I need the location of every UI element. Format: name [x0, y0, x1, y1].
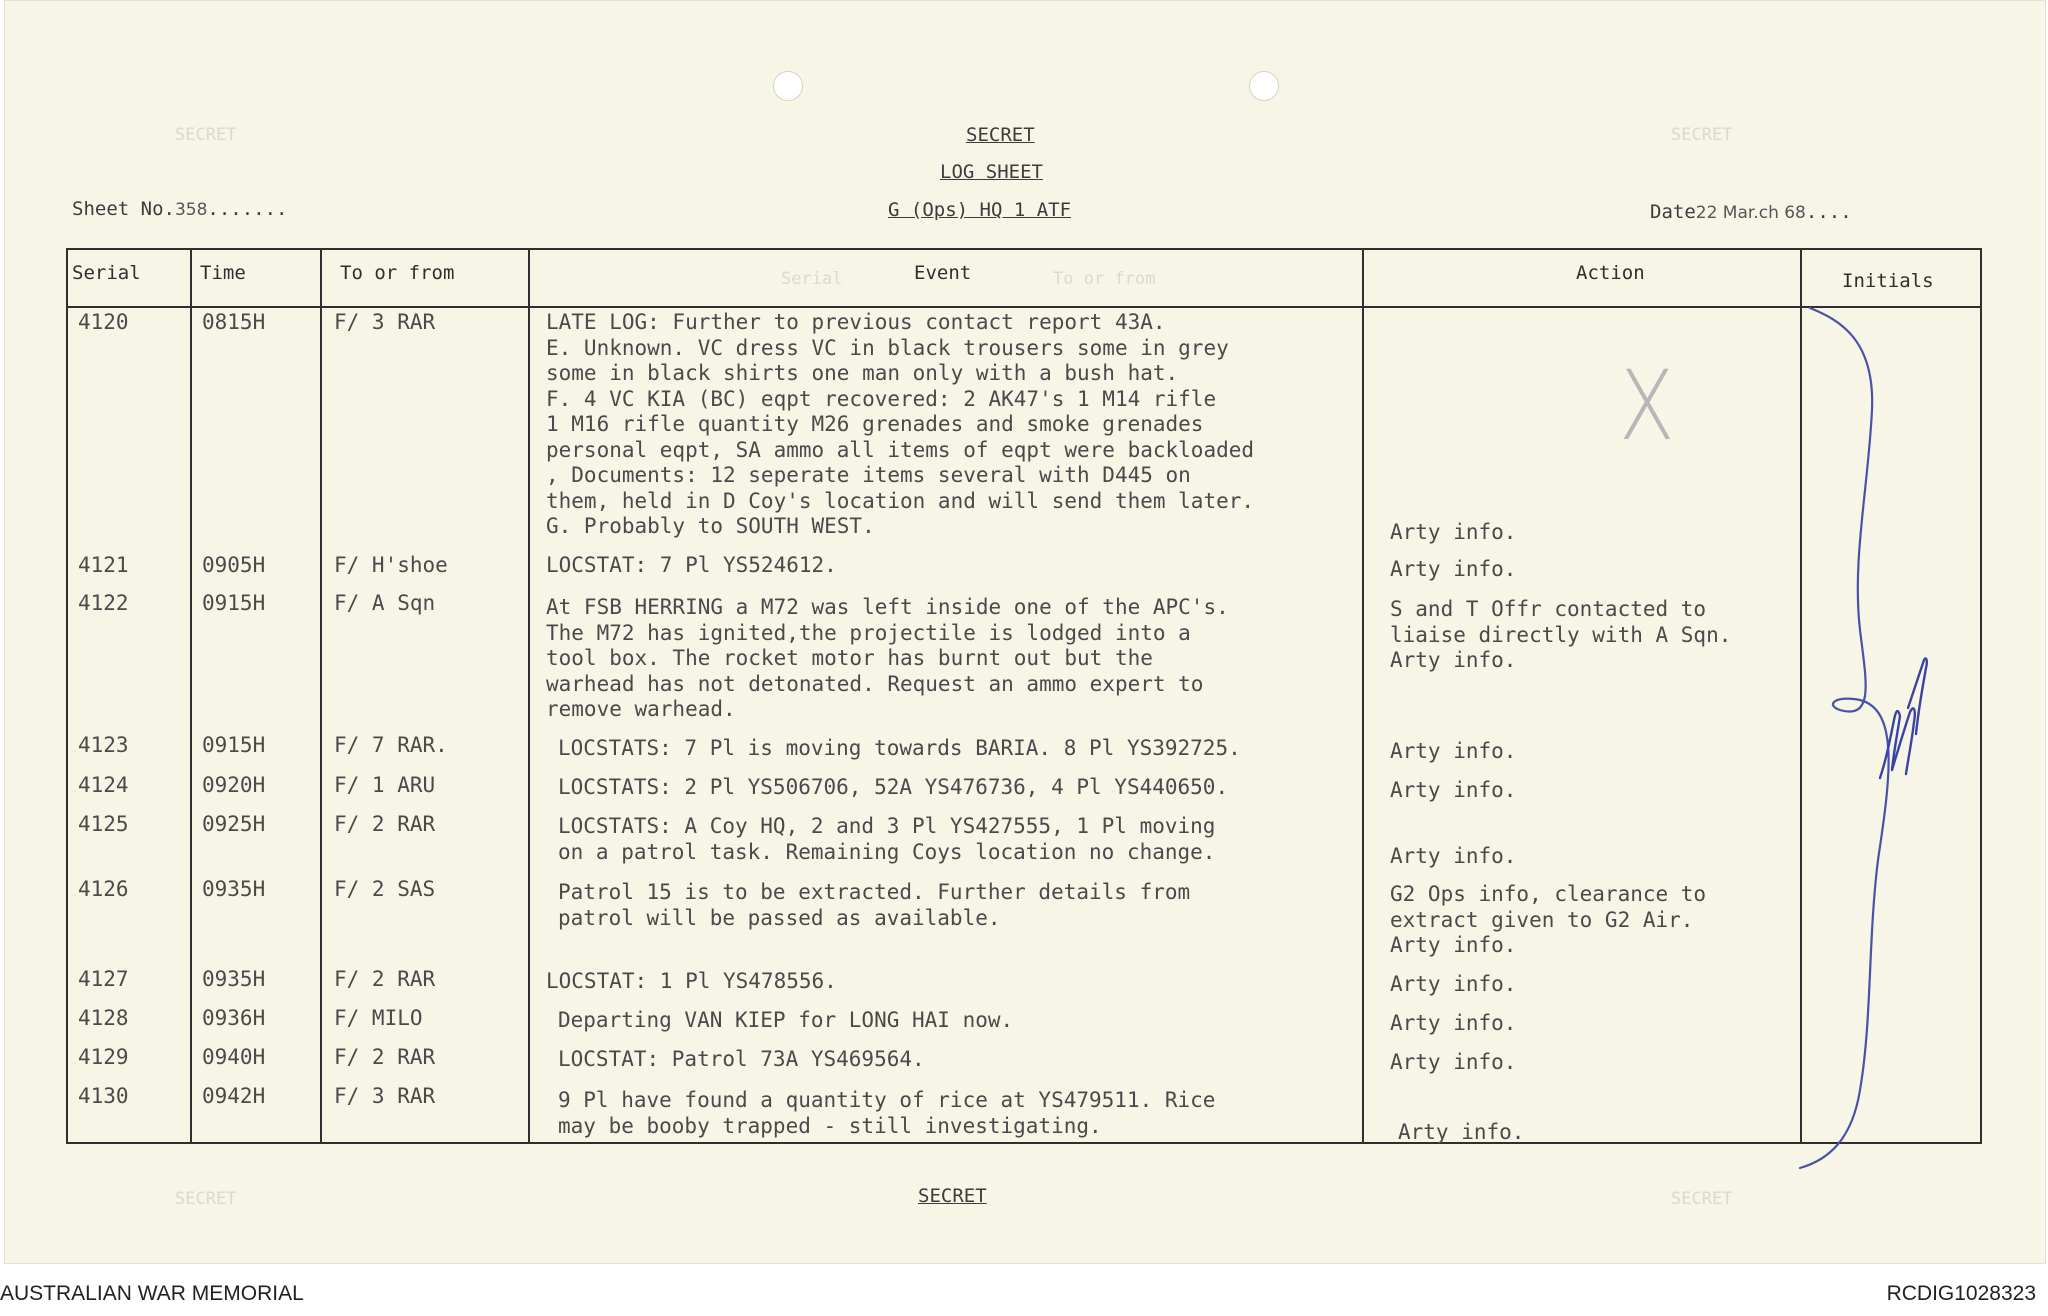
row-time: 0940H — [202, 1045, 266, 1069]
header-initials: Initials — [1842, 270, 1934, 292]
row-serial: 4130 — [78, 1084, 129, 1108]
row-event: LOCSTATS: 7 Pl is moving towards BARIA. 8 Pl YS392725. — [558, 736, 1241, 760]
row-time: 0925H — [202, 812, 266, 836]
row-to-from: F/ A Sqn — [334, 591, 436, 615]
archive-caption-right: RCDIG1028323 — [1886, 1282, 2036, 1305]
row-action: Arty info. — [1398, 1120, 1525, 1144]
header-event: Event — [914, 262, 972, 284]
archive-caption-left: AUSTRALIAN WAR MEMORIAL — [0, 1282, 304, 1305]
row-action: Arty info. — [1390, 557, 1517, 581]
header-serial: Serial — [72, 262, 141, 284]
row-serial: 4125 — [78, 812, 129, 836]
header-to-from: To or from — [340, 262, 455, 284]
row-time: 0935H — [202, 877, 266, 901]
row-to-from: F/ 3 RAR — [334, 310, 436, 334]
unit-heading: G (Ops) HQ 1 ATF — [888, 199, 1072, 221]
row-serial: 4120 — [78, 310, 129, 334]
row-time: 0815H — [202, 310, 266, 334]
sheet-number-dots: ....... — [207, 198, 288, 220]
date-label: Date — [1650, 201, 1696, 223]
punch-hole-right — [1249, 71, 1279, 101]
row-event: 9 Pl have found a quantity of rice at YS479511. Rice may be booby trapped - still investigating. — [558, 1088, 1216, 1138]
row-to-from: F/ 2 RAR — [334, 967, 436, 991]
row-time: 0905H — [202, 553, 266, 577]
date-field — [1650, 201, 1852, 223]
row-to-from: F/ 7 RAR. — [334, 733, 448, 757]
row-to-from: F/ H'shoe — [334, 553, 448, 577]
row-to-from: F/ 2 SAS — [334, 877, 436, 901]
row-action: Arty info. — [1390, 739, 1517, 763]
bleed-through: Serial — [781, 269, 843, 289]
row-serial: 4121 — [78, 553, 129, 577]
row-event: At FSB HERRING a M72 was left inside one of the APC's. The M72 has ignited,the projectile is lodged into a tool box. The rocket motor has burnt out but the warhead has not detonated. Request an ammo expert to remove warhead. — [546, 595, 1229, 721]
row-serial: 4124 — [78, 773, 129, 797]
row-time: 0915H — [202, 733, 266, 757]
pencil-x-mark: X — [1618, 350, 1675, 462]
column-divider — [528, 248, 530, 1144]
row-to-from: F/ 2 RAR — [334, 1045, 436, 1069]
bleed-through: SECRET — [1671, 125, 1733, 145]
row-event: LATE LOG: Further to previous contact report 43A. E. Unknown. VC dress VC in black trousers some in grey some in black shirts one man only with a bush hat. F. 4 VC KIA (BC) eqpt recovered: 2 AK47's 1 M14 rifle 1 M16 rifle quantity M26 grenades and smoke grenades personal eqpt, SA ammo all items of eqpt were backloaded , Documents: 12 seperate items several with D445 on them, held in D Coy's location and will send them later. G. Probably to SOUTH WEST. — [546, 310, 1255, 538]
row-serial: 4126 — [78, 877, 129, 901]
sheet-number — [72, 198, 287, 220]
bleed-through: SECRET — [1671, 1189, 1733, 1209]
sheet-number-value: 358 — [174, 200, 208, 220]
row-action: Arty info. — [1390, 972, 1517, 996]
row-time: 0915H — [202, 591, 266, 615]
header-divider — [66, 306, 1982, 308]
row-action: Arty info. — [1390, 520, 1517, 544]
row-action: Arty info. — [1390, 1011, 1517, 1035]
row-serial: 4129 — [78, 1045, 129, 1069]
row-action: Arty info. — [1390, 778, 1517, 802]
header-action: Action — [1576, 262, 1645, 284]
date-dots: .... — [1805, 201, 1852, 223]
row-event: LOCSTAT: 7 Pl YS524612. — [546, 553, 837, 577]
row-event: LOCSTAT: 1 Pl YS478556. — [546, 969, 837, 993]
row-time: 0920H — [202, 773, 266, 797]
row-event: LOCSTAT: Patrol 73A YS469564. — [558, 1047, 925, 1071]
row-serial: 4128 — [78, 1006, 129, 1030]
row-serial: 4127 — [78, 967, 129, 991]
initials-signature — [1868, 650, 1938, 800]
row-event: LOCSTATS: A Coy HQ, 2 and 3 Pl YS427555, 1 Pl moving on a patrol task. Remaining Coys location no change. — [558, 814, 1216, 864]
classification-header: SECRET — [966, 124, 1035, 146]
sheet-number-label: Sheet No. — [72, 198, 175, 220]
column-divider — [1362, 248, 1364, 1144]
row-event: LOCSTATS: 2 Pl YS506706, 52A YS476736, 4 Pl YS440650. — [558, 775, 1229, 799]
row-event: Departing VAN KIEP for LONG HAI now. — [558, 1008, 1014, 1032]
row-serial: 4123 — [78, 733, 129, 757]
row-to-from: F/ MILO — [334, 1006, 423, 1030]
document-title: LOG SHEET — [940, 161, 1043, 183]
header-time: Time — [200, 262, 246, 284]
row-time: 0936H — [202, 1006, 266, 1030]
bleed-through: SECRET — [175, 125, 237, 145]
row-action: S and T Offr contacted to liaise directly with A Sqn. Arty info. — [1390, 597, 1732, 672]
row-action: Arty info. — [1390, 1050, 1517, 1074]
bleed-through: To or from — [1053, 269, 1156, 289]
row-action: Arty info. — [1390, 844, 1517, 868]
row-event: Patrol 15 is to be extracted. Further details from patrol will be passed as available. — [558, 880, 1191, 930]
row-action: G2 Ops info, clearance to extract given to G2 Air. Arty info. — [1390, 882, 1707, 957]
punch-hole-left — [773, 71, 803, 101]
row-serial: 4122 — [78, 591, 129, 615]
date-value: 22 Mar.ch 68 — [1695, 203, 1806, 223]
row-time: 0935H — [202, 967, 266, 991]
classification-footer: SECRET — [918, 1185, 987, 1207]
row-to-from: F/ 3 RAR — [334, 1084, 436, 1108]
row-to-from: F/ 1 ARU — [334, 773, 436, 797]
row-to-from: F/ 2 RAR — [334, 812, 436, 836]
bleed-through: SECRET — [175, 1189, 237, 1209]
column-divider — [320, 248, 322, 1144]
column-divider — [190, 248, 192, 1144]
row-time: 0942H — [202, 1084, 266, 1108]
